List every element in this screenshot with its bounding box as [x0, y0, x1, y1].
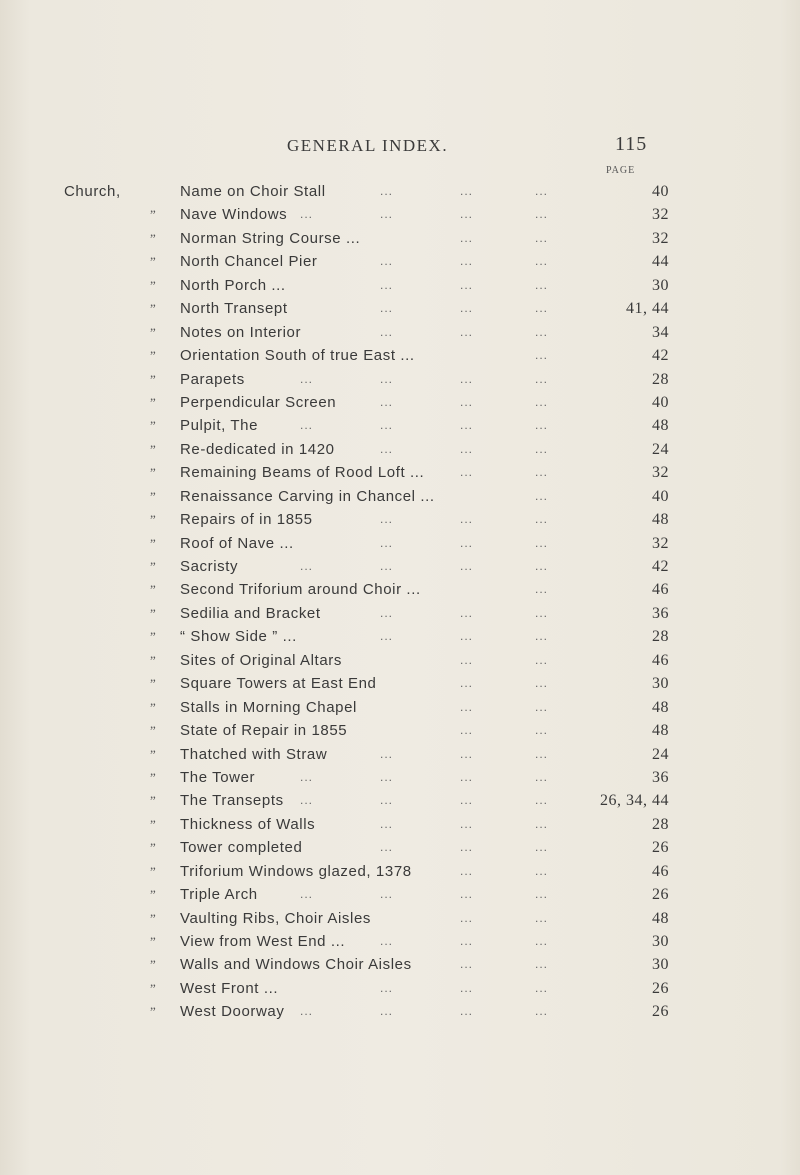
leader-dots: ...: [535, 277, 549, 292]
leader-dots: ...: [535, 723, 549, 738]
index-page-reference: 46: [652, 651, 669, 669]
index-entry: [0, 485, 800, 508]
index-page-reference: 28: [652, 370, 669, 388]
leader-dots: ...: [535, 301, 549, 316]
index-entry: [0, 180, 800, 203]
index-entry: [0, 602, 800, 625]
ditto-mark: ”: [150, 652, 157, 668]
leader-dots: ...: [460, 769, 474, 784]
leader-dots: ...: [535, 371, 549, 386]
index-entry: [0, 907, 800, 930]
index-entry-text: Repairs of in 1855: [180, 511, 313, 529]
index-entry: [0, 625, 800, 648]
ditto-mark: ”: [150, 1004, 157, 1020]
leader-dots: ...: [460, 957, 474, 972]
leader-dots: ...: [460, 324, 474, 339]
index-entry: [0, 344, 800, 367]
leader-dots: ...: [460, 441, 474, 456]
index-page-reference: 48: [652, 511, 669, 529]
index-entry: [0, 672, 800, 695]
index-page-reference: 30: [652, 956, 669, 974]
leader-dots: ...: [380, 816, 394, 831]
ditto-mark: ”: [150, 371, 157, 387]
leader-dots: ...: [535, 605, 549, 620]
leader-dots: ...: [380, 980, 394, 995]
leader-dots: ...: [535, 441, 549, 456]
leader-dots: ...: [535, 254, 549, 269]
leader-dots: ...: [380, 441, 394, 456]
leader-dots: ...: [535, 652, 549, 667]
page-title: GENERAL INDEX.: [287, 136, 449, 155]
index-entry: [0, 438, 800, 461]
leader-dots: ...: [535, 816, 549, 831]
ditto-mark: ”: [150, 887, 157, 903]
index-page-reference: 28: [652, 628, 669, 646]
index-entry-text: Orientation South of true East ...: [180, 347, 415, 365]
index-entry-text: Perpendicular Screen: [180, 393, 337, 411]
leader-dots: ...: [380, 559, 394, 573]
leader-dots: ...: [535, 582, 549, 597]
ditto-mark: ”: [150, 441, 157, 457]
ditto-mark: ”: [150, 676, 157, 692]
leader-dots: ...: [300, 418, 314, 433]
index-entry-text: Sacristy: [180, 558, 239, 575]
leader-dots: ...: [300, 793, 314, 808]
leader-dots: ...: [300, 769, 314, 784]
leader-dots: ...: [535, 676, 549, 691]
leader-dots: ...: [460, 394, 474, 409]
leader-dots: ...: [380, 324, 394, 339]
ditto-mark: ”: [150, 910, 157, 926]
leader-dots: ...: [460, 793, 474, 808]
index-entry: [0, 766, 800, 789]
leader-dots: ...: [300, 559, 314, 573]
ditto-mark: ”: [150, 746, 157, 762]
index-entries: [0, 180, 800, 1024]
leader-dots: ...: [535, 465, 549, 480]
index-entry-text: West Front ...: [180, 979, 279, 997]
index-page-reference: 26, 34, 44: [600, 792, 669, 810]
ditto-mark: ”: [150, 465, 157, 481]
ditto-mark: ”: [150, 863, 157, 879]
leader-dots: ...: [380, 394, 394, 409]
index-entry-text: Triple Arch: [180, 886, 258, 904]
leader-dots: ...: [535, 793, 549, 808]
index-entry: [0, 321, 800, 344]
index-entry: [0, 508, 800, 531]
index-entry: [0, 297, 800, 320]
leader-dots: ...: [300, 371, 314, 386]
index-entry: [0, 813, 800, 836]
leader-dots: ...: [460, 254, 474, 269]
index-entry: [0, 649, 800, 672]
ditto-mark: ”: [150, 254, 157, 270]
leader-dots: ...: [535, 887, 549, 902]
leader-dots: ...: [460, 652, 474, 667]
leader-dots: ...: [460, 840, 474, 855]
index-entry: [0, 860, 800, 883]
leader-dots: ...: [460, 465, 474, 480]
leader-dots: ...: [460, 723, 474, 738]
leader-dots: ...: [535, 207, 549, 222]
index-entry-text: State of Repair in 1855: [180, 722, 348, 740]
leader-dots: ...: [535, 1004, 549, 1019]
index-page-reference: 40: [652, 183, 669, 200]
index-entry-text: North Transept: [180, 300, 288, 318]
leader-dots: ...: [380, 605, 394, 620]
leader-dots: ...: [460, 887, 474, 902]
leader-dots: ...: [535, 324, 549, 339]
index-entry: [0, 953, 800, 976]
index-entry: [0, 836, 800, 859]
index-page-reference: 40: [652, 487, 669, 505]
index-entry-text: Second Triforium around Choir ...: [180, 581, 421, 599]
ditto-mark: ”: [150, 207, 157, 223]
leader-dots: ...: [460, 863, 474, 878]
ditto-mark: ”: [150, 816, 157, 832]
index-entry-text: West Doorway: [180, 1003, 285, 1021]
page-column-heading: PAGE: [606, 165, 636, 176]
leader-dots: ...: [460, 746, 474, 761]
index-page-reference: 32: [652, 534, 669, 552]
ditto-mark: ”: [150, 488, 157, 504]
ditto-mark: ”: [150, 324, 157, 340]
index-page-reference: 30: [652, 933, 669, 950]
index-entry-text: Name on Choir Stall: [180, 183, 326, 200]
leader-dots: ...: [535, 348, 549, 363]
leader-dots: ...: [535, 699, 549, 714]
leader-dots: ...: [380, 371, 394, 386]
index-page-reference: 30: [652, 675, 669, 693]
leader-dots: ...: [460, 371, 474, 386]
leader-dots: ...: [460, 910, 474, 925]
leader-dots: ...: [300, 207, 314, 222]
index-entry-text: Roof of Nave ...: [180, 534, 294, 552]
index-page-reference: 34: [652, 323, 669, 341]
index-entry-text: Re-dedicated in 1420: [180, 440, 335, 458]
ditto-mark: ”: [150, 230, 157, 246]
leader-dots: ...: [535, 957, 549, 972]
index-entry: [0, 578, 800, 601]
ditto-mark: ”: [150, 582, 157, 598]
leader-dots: ...: [380, 840, 394, 855]
index-page-reference: 48: [652, 722, 669, 740]
index-page-reference: 36: [652, 768, 669, 786]
index-entry: [0, 461, 800, 484]
index-entry-text: Vaulting Ribs, Choir Aisles: [180, 909, 371, 927]
leader-dots: ...: [460, 535, 474, 550]
leader-dots: ...: [460, 512, 474, 527]
index-entry: [0, 930, 800, 953]
leader-dots: ...: [380, 277, 394, 292]
leader-dots: ...: [460, 559, 474, 573]
index-entry: [0, 274, 800, 297]
index-entry: [0, 250, 800, 273]
leader-dots: ...: [535, 488, 549, 503]
leader-dots: ...: [380, 184, 394, 198]
leader-dots: ...: [460, 184, 474, 198]
ditto-mark: ”: [150, 793, 157, 809]
index-entry: [0, 743, 800, 766]
leader-dots: ...: [535, 184, 549, 198]
index-page-reference: 46: [652, 862, 669, 880]
index-entry-text: Thatched with Straw: [180, 745, 328, 763]
leader-dots: ...: [460, 230, 474, 245]
leader-dots: ...: [300, 1004, 314, 1019]
index-entry: [0, 696, 800, 719]
index-entry: [0, 414, 800, 437]
ditto-mark: ”: [150, 980, 157, 996]
index-page-reference: 32: [652, 206, 669, 224]
leader-dots: ...: [380, 793, 394, 808]
index-entry: [0, 532, 800, 555]
index-entry: [0, 789, 800, 812]
ditto-mark: ”: [150, 418, 157, 434]
leader-dots: ...: [460, 699, 474, 714]
leader-dots: ...: [535, 980, 549, 995]
index-page-reference: 30: [652, 276, 669, 294]
ditto-mark: ”: [150, 934, 157, 949]
ditto-mark: ”: [150, 840, 157, 856]
index-entry-text: Nave Windows: [180, 206, 288, 224]
leader-dots: ...: [535, 230, 549, 245]
index-page-reference: 26: [652, 979, 669, 997]
index-entry: [0, 1000, 800, 1023]
index-page-reference: 26: [652, 839, 669, 857]
index-page-reference: 28: [652, 815, 669, 833]
index-entry: [0, 203, 800, 226]
ditto-mark: ”: [150, 512, 157, 528]
leader-dots: ...: [380, 254, 394, 269]
index-entry-text: The Tower: [180, 768, 256, 786]
index-entry: [0, 368, 800, 391]
index-page-reference: 48: [652, 417, 669, 435]
leader-dots: ...: [380, 512, 394, 527]
leader-dots: ...: [380, 1004, 394, 1019]
leader-dots: ...: [380, 934, 394, 948]
page-header: [0, 133, 800, 162]
ditto-mark: ”: [150, 723, 157, 739]
index-entry-text: “ Show Side ” ...: [180, 628, 297, 646]
index-entry-text: View from West End ...: [180, 933, 346, 950]
leader-dots: ...: [535, 535, 549, 550]
leader-dots: ...: [535, 746, 549, 761]
index-entry-text: Notes on Interior: [180, 323, 302, 341]
index-page-reference: 48: [652, 909, 669, 927]
leader-dots: ...: [535, 863, 549, 878]
index-entry: [0, 227, 800, 250]
index-page-reference: 26: [652, 886, 669, 904]
index-entry: [0, 719, 800, 742]
ditto-mark: ”: [150, 394, 157, 410]
leader-dots: ...: [460, 676, 474, 691]
index-entry-text: Triforium Windows glazed, 1378: [180, 862, 412, 880]
index-page-reference: 26: [652, 1003, 669, 1021]
index-entry-text: North Porch ...: [180, 276, 286, 294]
ditto-mark: ”: [150, 559, 157, 574]
index-entry-text: Sedilia and Bracket: [180, 604, 321, 622]
leader-dots: ...: [460, 980, 474, 995]
leader-dots: ...: [535, 629, 549, 644]
index-entry-text: Renaissance Carving in Chancel ...: [180, 487, 435, 505]
index-page-reference: 46: [652, 581, 669, 599]
leader-dots: ...: [380, 746, 394, 761]
ditto-mark: ”: [150, 277, 157, 293]
leader-dots: ...: [535, 934, 549, 948]
leader-dots: ...: [460, 1004, 474, 1019]
index-entry: [0, 391, 800, 414]
index-lead-term: Church,: [64, 183, 121, 200]
leader-dots: ...: [460, 934, 474, 948]
leader-dots: ...: [300, 887, 314, 902]
ditto-mark: ”: [150, 605, 157, 621]
leader-dots: ...: [535, 394, 549, 409]
leader-dots: ...: [380, 418, 394, 433]
leader-dots: ...: [535, 512, 549, 527]
leader-dots: ...: [460, 418, 474, 433]
ditto-mark: ”: [150, 629, 157, 645]
index-page-reference: 32: [652, 464, 669, 482]
leader-dots: ...: [380, 629, 394, 644]
index-entry-text: North Chancel Pier: [180, 253, 318, 271]
index-entry-text: Stalls in Morning Chapel: [180, 698, 357, 716]
index-page-reference: 36: [652, 604, 669, 622]
index-page-reference: 24: [652, 440, 669, 458]
ditto-mark: ”: [150, 769, 157, 785]
leader-dots: ...: [460, 301, 474, 316]
leader-dots: ...: [460, 629, 474, 644]
leader-dots: ...: [380, 769, 394, 784]
ditto-mark: ”: [150, 301, 157, 317]
leader-dots: ...: [380, 207, 394, 222]
index-entry: [0, 555, 800, 578]
ditto-mark: ”: [150, 699, 157, 715]
index-entry: [0, 883, 800, 906]
leader-dots: ...: [535, 418, 549, 433]
leader-dots: ...: [460, 605, 474, 620]
index-entry-text: Square Towers at East End: [180, 675, 377, 693]
leader-dots: ...: [535, 559, 549, 573]
leader-dots: ...: [460, 816, 474, 831]
ditto-mark: ”: [150, 348, 157, 364]
index-page-reference: 48: [652, 698, 669, 716]
index-entry-text: Pulpit, The: [180, 417, 259, 435]
index-page-reference: 44: [652, 253, 669, 271]
leader-dots: ...: [535, 910, 549, 925]
index-entry-text: Thickness of Walls: [180, 815, 316, 833]
leader-dots: ...: [460, 277, 474, 292]
index-page-reference: 24: [652, 745, 669, 763]
leader-dots: ...: [380, 887, 394, 902]
index-entry-text: Walls and Windows Choir Aisles: [180, 956, 412, 974]
index-page-reference: 42: [652, 347, 669, 365]
index-entry: [0, 977, 800, 1000]
leader-dots: ...: [380, 301, 394, 316]
index-page-reference: 42: [652, 558, 669, 575]
index-entry-text: Sites of Original Altars: [180, 651, 342, 669]
leader-dots: ...: [380, 535, 394, 550]
index-entry-text: Parapets: [180, 370, 245, 388]
index-entry-text: Norman String Course ...: [180, 229, 361, 247]
page-number: 115: [615, 133, 648, 155]
index-page-reference: 32: [652, 229, 669, 247]
index-page-reference: 40: [652, 393, 669, 411]
index-entry-text: Tower completed: [180, 839, 303, 857]
index-entry-text: Remaining Beams of Rood Loft ...: [180, 464, 425, 482]
ditto-mark: ”: [150, 957, 157, 973]
leader-dots: ...: [535, 840, 549, 855]
leader-dots: ...: [535, 769, 549, 784]
leader-dots: ...: [460, 207, 474, 222]
index-entry-text: The Transepts: [180, 792, 284, 810]
index-page-reference: 41, 44: [626, 300, 669, 318]
ditto-mark: ”: [150, 535, 157, 551]
